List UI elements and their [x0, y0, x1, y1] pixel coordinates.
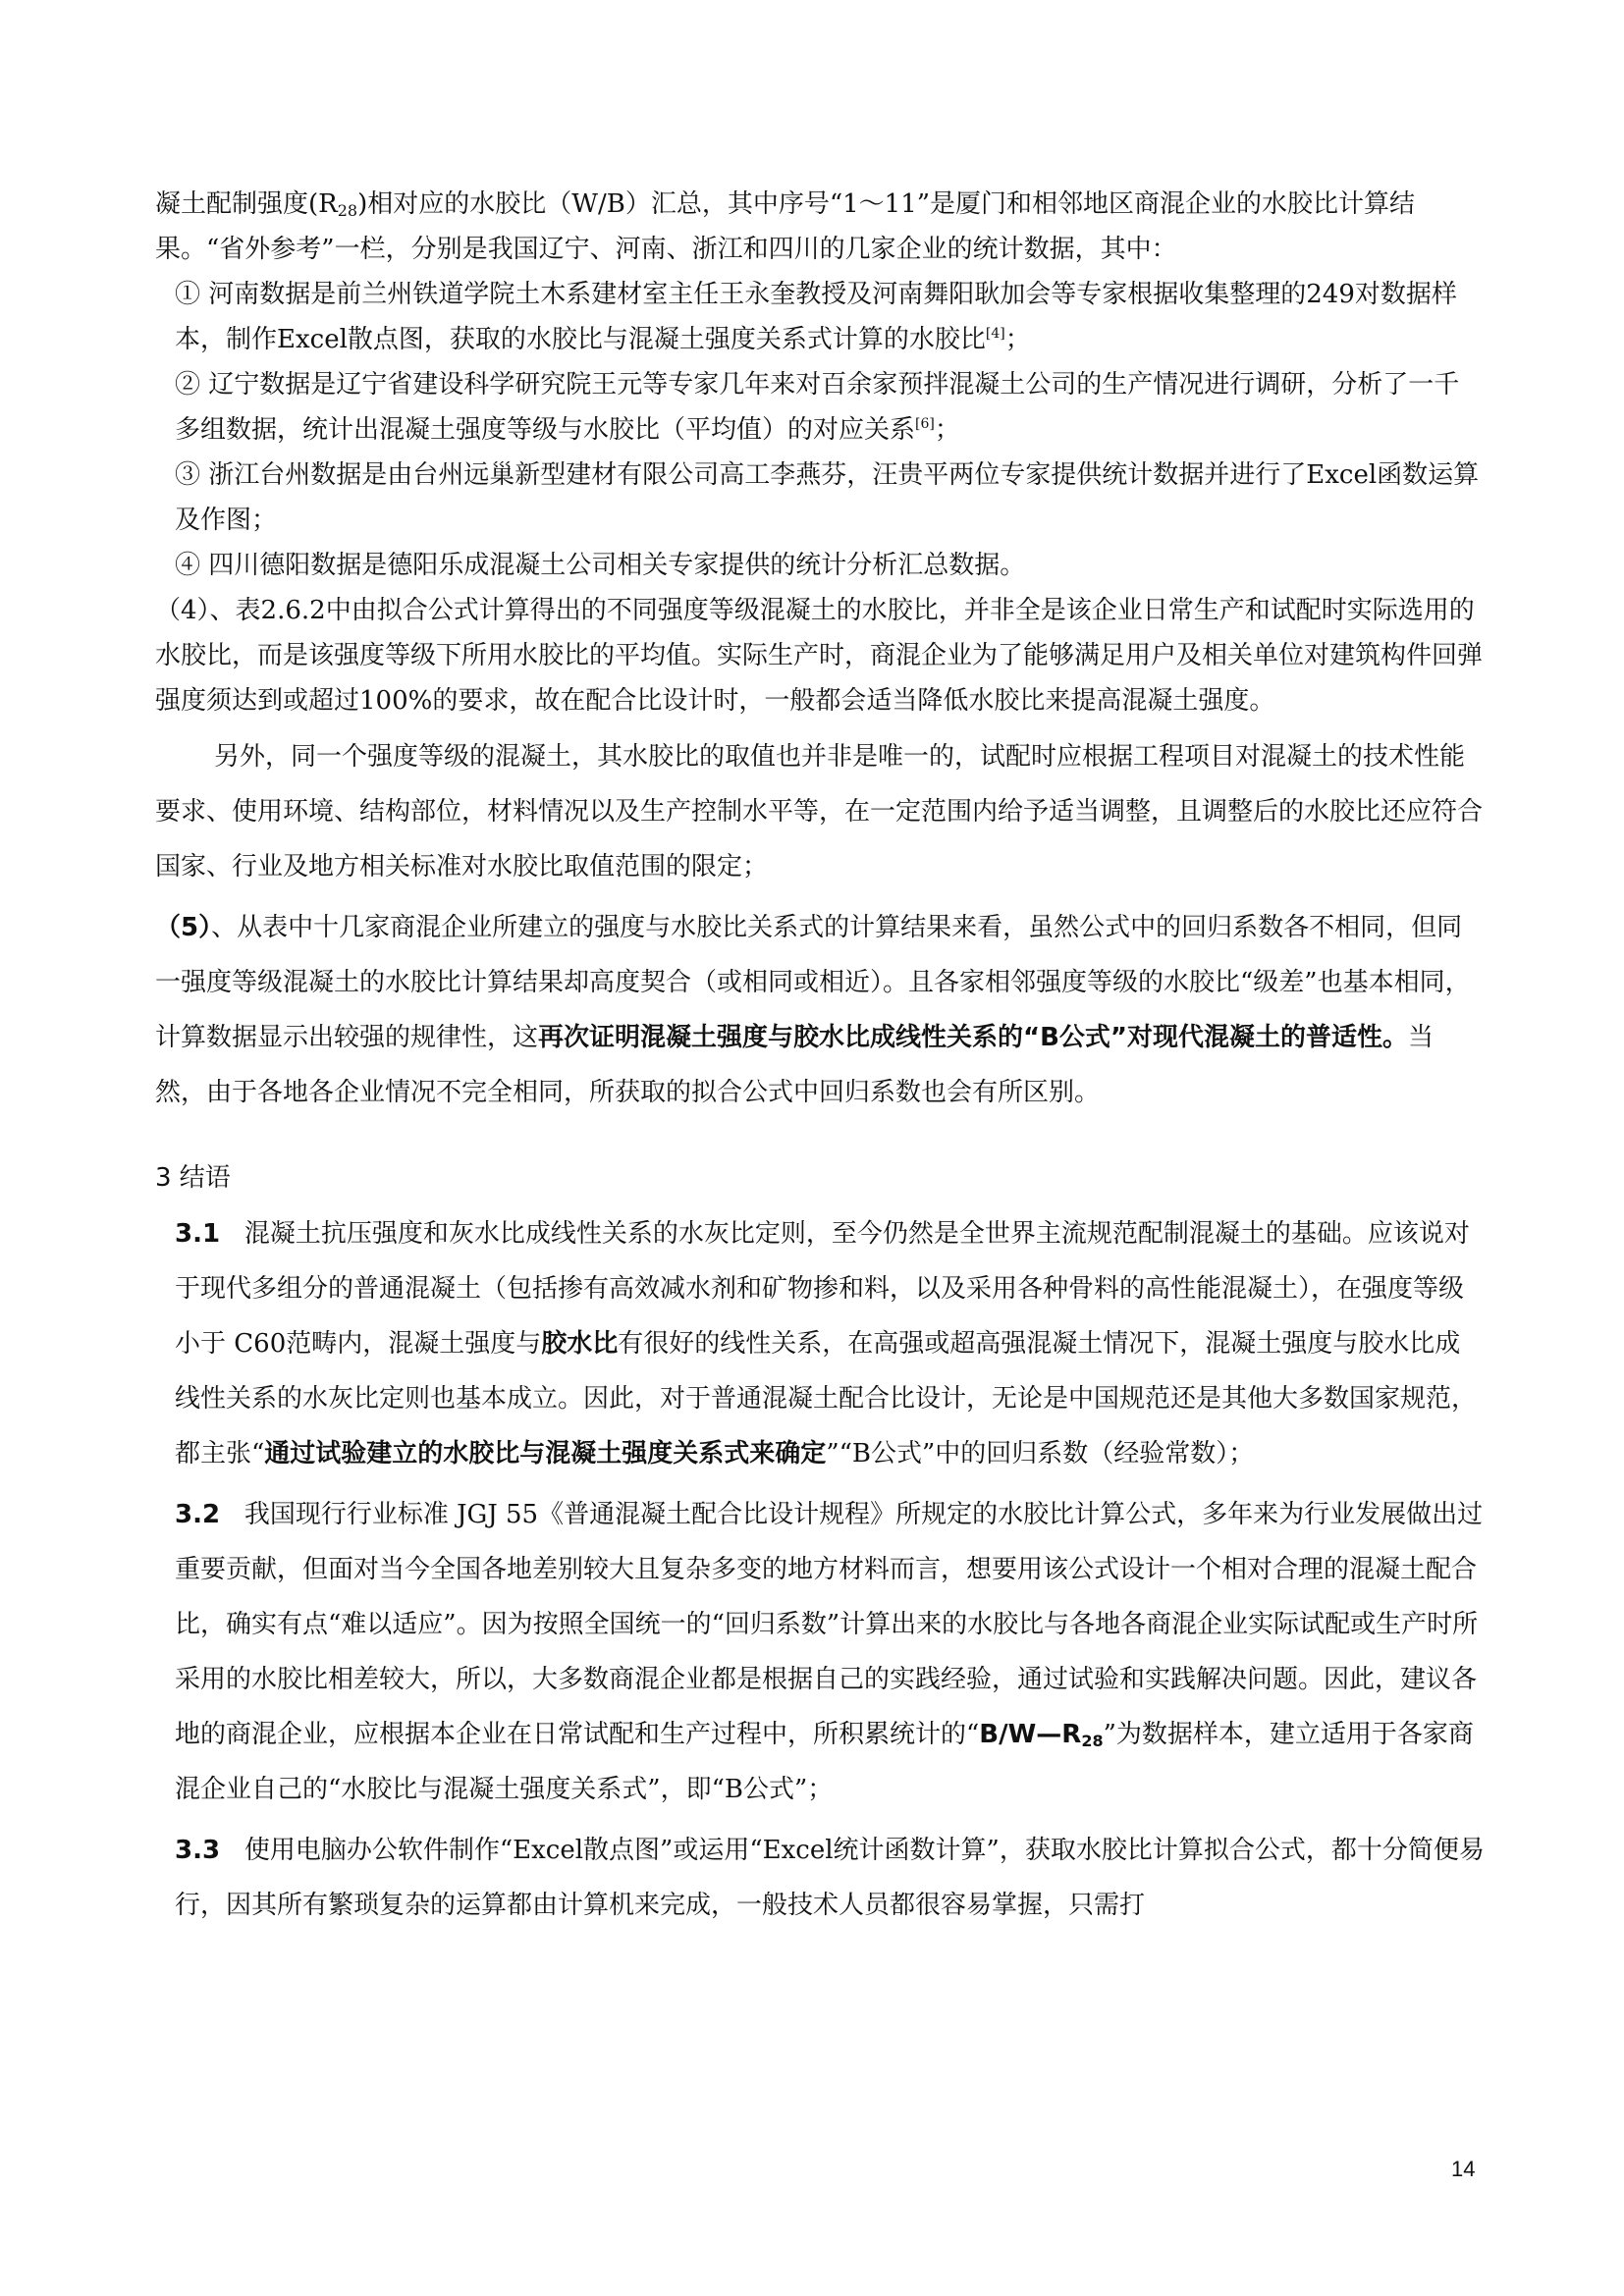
clause-3-3-text: 使用电脑办公软件制作“Excel散点图”或运用“Excel统计函数计算”，获取水胶比计算拟合公式，都十分简便易行，因其所有繁琐复杂的运算都由计算机来完成，一般技术人员都很容易掌握，只需打 [175, 1836, 1485, 1920]
paragraph-5-text-b: 当然，由于各地各企业情况不完全相同，所获取的拟合公式中回归系数也会有所区别。 [155, 1023, 1435, 1107]
clause-3-1 [155, 1206, 1485, 1481]
paragraph-5 [155, 900, 1485, 1120]
list-item-liaoning-end: ； [934, 415, 960, 445]
clause-3-1-text-c: ”“B公式”中的回归系数（经验常数）； [826, 1439, 1255, 1468]
list-item-henan-text: ① 河南数据是前兰州铁道学院土木系建材室主任王永奎教授及河南舞阳耿加会等专家根据收集整理的249对数据样本，制作Excel散点图，获取的水胶比与混凝土强度关系式计算的水胶比 [175, 280, 1457, 354]
intro-text-b: )相对应的水胶比（W/B）汇总，其中序号“1～11”是厦门和相邻地区商混企业的水胶比计算结果。“省外参考”一栏，分别是我国辽宁、河南、浙江和四川的几家企业的统计数据，其中： [155, 189, 1416, 264]
paragraph-5-label: （5） [155, 913, 212, 942]
section-heading: 3 结语 [155, 1163, 231, 1193]
clause-3-2-text-b: ”为数据样本，建立适用于各家商混企业自己的“水胶比与混凝土强度关系式”，即“B公式”； [175, 1720, 1474, 1804]
clause-number: 3.1 [175, 1219, 221, 1249]
intro-text-a: 凝土配制强度(R [155, 189, 338, 219]
list-item-henan-end: ； [1004, 325, 1031, 354]
list-item-henan [155, 272, 1485, 362]
reference-marker: [6] [915, 416, 935, 432]
clause-3-1-text-a: 混凝土抗压强度和灰水比成线性关系的水灰比定则，至今仍然是全世界主流规范配制混凝土的基础。应该说对于现代多组分的普通混凝土（包括掺有高效减水剂和矿物掺和料，以及采用各种骨料的高性能混凝土），在强度等级小于 C60范畴内，混凝土强度与 [175, 1219, 1470, 1359]
clause-3-2 [155, 1487, 1485, 1817]
list-item-liaoning-text: ② 辽宁数据是辽宁省建设科学研究院王元等专家几年来对百余家预拌混凝土公司的生产情况进行调研，分析了一千多组数据，统计出混凝土强度等级与水胶比（平均值）的对应关系 [175, 370, 1460, 445]
clause-3-3 [155, 1823, 1485, 1933]
clause-3-1-emphasis-2: 通过试验建立的水胶比与混凝土强度关系式来确定 [264, 1439, 827, 1468]
page-number: 14 [1451, 2157, 1476, 2181]
paragraph-5-emphasis: 再次证明混凝土强度与胶水比成线性关系的“B公式”对现代混凝土的普适性。 [538, 1023, 1409, 1052]
list-item-liaoning [155, 362, 1485, 453]
paragraph-other: 另外，同一个强度等级的混凝土，其水胶比的取值也并非是唯一的，试配时应根据工程项目对混凝土的技术性能要求、使用环境、结构部位，材料情况以及生产控制水平等，在一定范围内给予适当调整，且调整后的水胶比还应符合国家、行业及地方相关标准对水胶比取值范围的限定； [155, 742, 1484, 881]
list-item-zhejiang: ③ 浙江台州数据是由台州远巢新型建材有限公司高工李燕芬，汪贵平两位专家提供统计数据并进行了Excel函数运算及作图； [175, 460, 1480, 535]
r28-subscript: 28 [337, 201, 358, 220]
paragraph-5-text-a: 、从表中十几家商混企业所建立的强度与水胶比关系式的计算结果来看，虽然公式中的回归系数各不相同，但同一强度等级混凝土的水胶比计算结果却高度契合（或相同或相近）。且各家相邻强度等级的水胶比“级差”也基本相同，计算数据显示出较强的规律性，这 [155, 913, 1471, 1052]
clause-3-1-text-b: 有很好的线性关系，在高强或超高强混凝土情况下，混凝土强度与胶水比成线性关系的水灰比定则也基本成立。因此，对于普通混凝土配合比设计，无论是中国规范还是其他大多数国家规范，都主张“ [175, 1329, 1478, 1468]
paragraph-4: （4）、表2.6.2中由拟合公式计算得出的不同强度等级混凝土的水胶比，并非全是该企业日常生产和试配时实际选用的水胶比，而是该强度等级下所用水胶比的平均值。实际生产时，商混企业为了能够满足用户及相关单位对建筑构件回弹强度须达到或超过100%的要求，故在配合比设计时，一般都会适当降低水胶比来提高混凝土强度。 [155, 596, 1484, 716]
clause-3-1-emphasis-1: 胶水比 [541, 1329, 619, 1359]
intro-paragraph [155, 182, 1485, 272]
list-item-sichuan: ④ 四川德阳数据是德阳乐成混凝土公司相关专家提供的统计分析汇总数据。 [175, 551, 1026, 580]
clause-3-2-emphasis: B/W—R [979, 1720, 1082, 1749]
reference-marker: [4] [985, 326, 1005, 342]
clause-number: 3.2 [175, 1500, 221, 1529]
r28-subscript: 28 [1081, 1732, 1104, 1750]
clause-3-2-text-a: 我国现行行业标准 JGJ 55《普通混凝土配合比设计规程》所规定的水胶比计算公式，多年来为行业发展做出过重要贡献，但面对当今全国各地差别较大且复杂多变的地方材料而言，想要用该公式设计一个相对合理的混凝土配合比，确实有点“难以适应”。因为按照全国统一的“回归系数”计算出来的水胶比与各地各商混企业实际试配或生产时所采用的水胶比相差较大，所以，大多数商混企业都是根据自己的实践经验，通过试验和实践解决问题。因此，建议各地的商混企业，应根据本企业在日常试配和生产过程中，所积累统计的“ [175, 1500, 1484, 1749]
clause-number: 3.3 [175, 1836, 221, 1865]
